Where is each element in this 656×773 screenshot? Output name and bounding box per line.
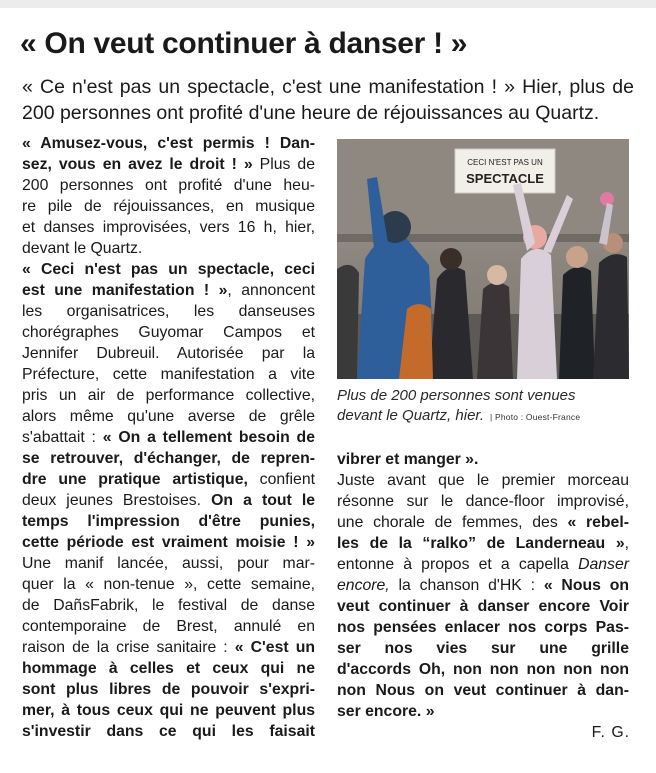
article-photo [337, 139, 629, 379]
body-text: Préfecture, cette manifestation a vite [22, 366, 315, 383]
body-text: , [624, 535, 629, 552]
body-text-line [22, 721, 315, 742]
body-text-line [337, 680, 629, 701]
dancing-crowd-photo-illustration [337, 139, 629, 379]
body-text: 200 personnes ont profité d'une heu- [22, 177, 315, 194]
body-text-line [337, 659, 629, 680]
body-text: de DañsFabrik, le festival de danse [22, 597, 315, 614]
body-text: Une manif lancée, aussi, pour mar- [22, 555, 315, 572]
body-text-line [22, 217, 315, 238]
bold-quote-text: ser encore. » [337, 703, 435, 720]
bold-quote-text: « Nous on [543, 577, 629, 594]
body-text-line [22, 280, 315, 301]
body-text-line [22, 238, 315, 259]
bold-quote-text: « Ceci n'est pas un spectacle, ceci [22, 261, 315, 278]
body-text-line [22, 154, 315, 175]
headline: « On veut continuer à danser ! » [20, 27, 468, 60]
bold-quote-text: temps l'impression d'être punies, [22, 513, 315, 530]
body-text: s'abattait : [22, 429, 103, 446]
body-text-line [22, 196, 315, 217]
body-text-line [22, 616, 315, 637]
body-text: quer la « non-tenue », cette semaine, [22, 576, 315, 593]
body-text-line [22, 700, 315, 721]
bold-quote-text: d'accords Oh, non non non non non [337, 661, 629, 678]
body-text-line [22, 343, 315, 364]
body-text-line [22, 133, 315, 154]
body-text-line [337, 575, 629, 596]
body-text: la chanson d'HK : [389, 577, 544, 594]
standfirst-line: 200 personnes ont profité d'une heure de réjouissances au Quartz. [22, 102, 600, 124]
body-text: raison de la crise sanitaire : [22, 639, 235, 656]
bold-quote-text: se retrouver, d'échanger, de repren- [22, 450, 315, 467]
svg-text:CECI N'EST PAS UN: CECI N'EST PAS UN [467, 158, 543, 167]
body-text-line [22, 553, 315, 574]
body-text-line [22, 427, 315, 448]
body-text-line [337, 449, 629, 470]
body-text: les organisatrices, les danseuses [22, 303, 315, 320]
bold-quote-text: s'investir dans ce qui les faisait [22, 723, 315, 740]
body-text: chorégraphes Guyomar Campos et [22, 324, 315, 341]
bold-quote-text: « rebel- [567, 514, 629, 531]
body-text-line [22, 511, 315, 532]
body-text: résonne sur le dance-floor improvisé, [337, 493, 629, 510]
body-text-line [22, 658, 315, 679]
italic-title-text: Danser [578, 556, 629, 573]
body-text-line [337, 554, 629, 575]
protest-sign [455, 149, 555, 193]
article-column-left [22, 133, 315, 742]
body-text-line [22, 574, 315, 595]
body-text: entonne à propos et a capella [337, 556, 579, 573]
bold-quote-text: « On a tellement besoin de [102, 429, 315, 446]
bold-quote-text: mer, à tous ceux qui ne peuvent plus [22, 702, 315, 719]
body-text-line [22, 532, 315, 553]
article-column-right [337, 449, 629, 722]
body-text: et danses improvisées, vers 16 h, hier, [22, 219, 315, 236]
photo-credit: | Photo : Ouest-France [490, 412, 581, 422]
body-text-line [337, 491, 629, 512]
body-text-line [22, 595, 315, 616]
bold-quote-text: ser nos vies sur une grille [337, 640, 629, 657]
body-text: Plus de [252, 156, 315, 173]
bold-quote-text: nos pensées enlacer nos corps Pas- [337, 619, 629, 636]
bold-quote-text: dre une pratique artistique, [22, 471, 248, 488]
body-text: pris un air de performance collective, [22, 387, 315, 404]
bold-quote-text: On a tout le [211, 492, 315, 509]
caption-line: Plus de 200 personnes sont venues [337, 387, 576, 404]
body-text-line [337, 617, 629, 638]
standfirst [22, 74, 634, 126]
standfirst-line: « Ce n'est pas un spectacle, c'est une manifestation ! » Hier, plus de [22, 76, 634, 98]
body-text-line [22, 490, 315, 511]
body-text: re pile de réjouissances, en musique [22, 198, 315, 215]
body-text-line [22, 385, 315, 406]
bold-quote-text: « Amusez-vous, c'est permis ! Dan- [22, 135, 315, 152]
body-text-line [22, 259, 315, 280]
body-text: , annoncent [227, 282, 315, 299]
bold-quote-text: les de la “ralko” de Landerneau » [337, 535, 625, 552]
body-text-line [337, 596, 629, 617]
photo-caption [337, 386, 632, 427]
body-text: alors même qu'une averse de grêle [22, 408, 315, 425]
body-text-line [22, 301, 315, 322]
body-text-line [22, 364, 315, 385]
bold-quote-text: cette période est vraiment moisie ! » [22, 534, 315, 551]
body-text-line [22, 175, 315, 196]
body-text: Juste avant que le premier morceau [337, 472, 629, 489]
bold-quote-text: est une manifestation ! » [22, 282, 228, 299]
body-text: confient [247, 471, 316, 488]
svg-text:SPECTACLE: SPECTACLE [466, 171, 544, 186]
body-text-line [22, 679, 315, 700]
body-text: une chorale de femmes, des [337, 514, 568, 531]
body-text: Jennifer Dubreuil. Autorisée par la [22, 345, 315, 362]
author-signature: F. G. [591, 724, 630, 741]
body-text-line [22, 637, 315, 658]
body-text-line [22, 469, 315, 490]
bold-quote-text: veut continuer à danser encore Voir [337, 598, 629, 615]
bold-quote-text: hommage à celles et ceux qui ne [22, 660, 315, 677]
bold-quote-text: sont plus libres de pouvoir s'expri- [22, 681, 315, 698]
caption-text: devant le Quartz, hier. [337, 407, 485, 424]
bold-quote-text: « C'est un [234, 639, 315, 656]
body-text-line [22, 322, 315, 343]
body-text-line [337, 638, 629, 659]
bold-quote-text: vibrer et manger ». [337, 451, 479, 468]
body-text-line [337, 470, 629, 491]
body-text-line [22, 448, 315, 469]
body-text: contemporaine de Brest, annulé en [22, 618, 315, 635]
bold-quote-text: sez, vous en avez le droit ! » [22, 156, 253, 173]
body-text-line [337, 512, 629, 533]
top-band [0, 0, 656, 8]
bold-quote-text: non Nous on veut continuer à dan- [337, 682, 629, 699]
caption-line-with-credit [337, 406, 632, 427]
body-text: deux jeunes Brestoises. [22, 492, 212, 509]
italic-title-text: encore, [337, 577, 390, 594]
body-text-line [337, 701, 629, 722]
body-text-line [337, 533, 629, 554]
body-text-line [22, 406, 315, 427]
body-text: devant le Quartz. [22, 240, 143, 257]
